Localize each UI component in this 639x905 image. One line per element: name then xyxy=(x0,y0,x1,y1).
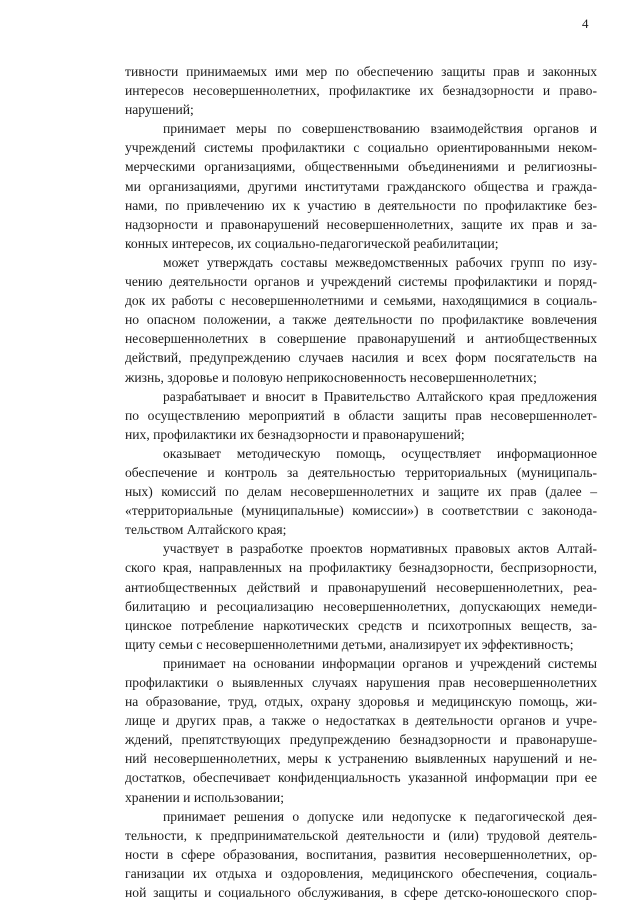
text-line: конных интересов, их социально-педагогической реабилитации; xyxy=(125,235,499,251)
paragraph xyxy=(87,387,597,444)
document-body xyxy=(87,62,597,902)
text-line: билитацию и ресоциализацию несовершеннолетних, допускающих немеди- xyxy=(125,598,597,614)
text-line: лище и других прав, а также о недостатках в деятельности органов и учре- xyxy=(125,713,597,729)
text-line: участвует в разработке проектов нормативных правовых актов Алтай- xyxy=(163,541,597,557)
text-line: интересов несовершеннолетних, профилактике их безнадзорности и право- xyxy=(125,83,597,99)
page-number: 4 xyxy=(582,16,589,31)
text-line: ных) комиссий по делам несовершеннолетних и защите их прав (далее – xyxy=(125,484,597,500)
paragraph xyxy=(87,539,597,654)
text-line: нарушений; xyxy=(125,102,194,118)
text-line: ности в сфере образования, воспитания, развития несовершеннолетних, ор- xyxy=(125,846,597,862)
text-line: цинское потребление наркотических средств и психотропных веществ, за- xyxy=(125,617,597,633)
text-line: мерческими организациями, общественными объединениями и религиозны- xyxy=(125,159,597,175)
paragraph xyxy=(87,62,597,119)
text-line: тельности, к предпринимательской деятельности и (или) трудовой деятель- xyxy=(125,827,597,843)
text-line: принимает меры по совершенствованию взаимодействия органов и xyxy=(163,121,597,137)
text-line: антиобщественных действий и правонарушений несовершеннолетних, реа- xyxy=(125,579,597,595)
text-line: действий, предупреждению случаев насилия и всех форм посягательств на xyxy=(125,350,597,366)
text-line: принимает решения о допуске или недопуске к педагогической дея- xyxy=(163,808,597,824)
text-line: достатков, обеспечивает конфиденциальность указанной информации при ее xyxy=(125,770,597,786)
text-line: ского края, направленных на профилактику безнадзорности, беспризорности, xyxy=(125,560,597,576)
text-line: оказывает методическую помощь, осуществляет информационное xyxy=(163,445,597,461)
text-line: тельством Алтайского края; xyxy=(125,522,287,538)
text-line: «территориальные (муниципальные) комиссии») в соответствии с законода- xyxy=(125,503,597,519)
text-line: тивности принимаемых ими мер по обеспечению защиты прав и законных xyxy=(125,64,597,79)
text-line: разрабатывает и вносит в Правительство Алтайского края предложения xyxy=(163,388,597,404)
text-line: надзорности и правонарушений несовершеннолетних, защите их прав и за- xyxy=(125,216,597,232)
text-line: ждений, препятствующих предупреждению безнадзорности и правонаруше- xyxy=(125,732,597,748)
text-line: хранении и использовании; xyxy=(125,789,284,805)
text-line: принимает на основании информации органов и учреждений системы xyxy=(163,655,597,671)
text-line: жизнь, здоровье и половую неприкосновенность несовершеннолетних; xyxy=(125,369,537,385)
text-line: нами, по привлечению их к участию в деятельности по профилактике без- xyxy=(125,197,597,213)
paragraph xyxy=(87,807,597,902)
text-line: несовершеннолетних в совершение правонарушений и антиобщественных xyxy=(125,331,597,347)
text-line: док их работы с несовершеннолетними и семьями, находящимися в социаль- xyxy=(125,293,597,309)
paragraph xyxy=(87,654,597,807)
text-line: обеспечение и контроль за деятельностью территориальных (муниципаль- xyxy=(125,464,597,480)
text-line: них, профилактики их безнадзорности и правонарушений; xyxy=(125,426,465,442)
text-line: но опасном положении, а также деятельности по профилактике вовлечения xyxy=(125,312,597,328)
text-line: профилактики о выявленных случаях нарушения прав несовершеннолетних xyxy=(125,675,597,690)
text-line: по осуществлению мероприятий в области защиты прав несовершеннолет- xyxy=(125,407,597,423)
text-line: учреждений системы профилактики с социально ориентированными неком- xyxy=(125,140,597,156)
text-line: ний несовершеннолетних, меры к устранению выявленных нарушений и не- xyxy=(125,751,597,767)
text-line: на образование, труд, отдых, охрану здоровья и медицинскую помощь, жи- xyxy=(125,694,597,710)
paragraph xyxy=(87,444,597,539)
text-line: ми организациями, другими институтами гражданского общества и гражда- xyxy=(125,178,597,194)
text-line: ной защиты и социального обслуживания, в сфере детско-юношеского спор- xyxy=(125,885,597,901)
text-line: ганизации их отдыха и оздоровления, медицинского обеспечения, социаль- xyxy=(125,865,597,881)
paragraph xyxy=(87,253,597,387)
paragraph xyxy=(87,119,597,253)
text-line: чению деятельности органов и учреждений системы профилактики и поряд- xyxy=(125,274,597,290)
text-line: может утверждать составы межведомственных рабочих групп по изу- xyxy=(163,254,597,270)
text-line: щиту семьи с несовершеннолетними детьми, анализирует их эффективность; xyxy=(125,636,574,652)
